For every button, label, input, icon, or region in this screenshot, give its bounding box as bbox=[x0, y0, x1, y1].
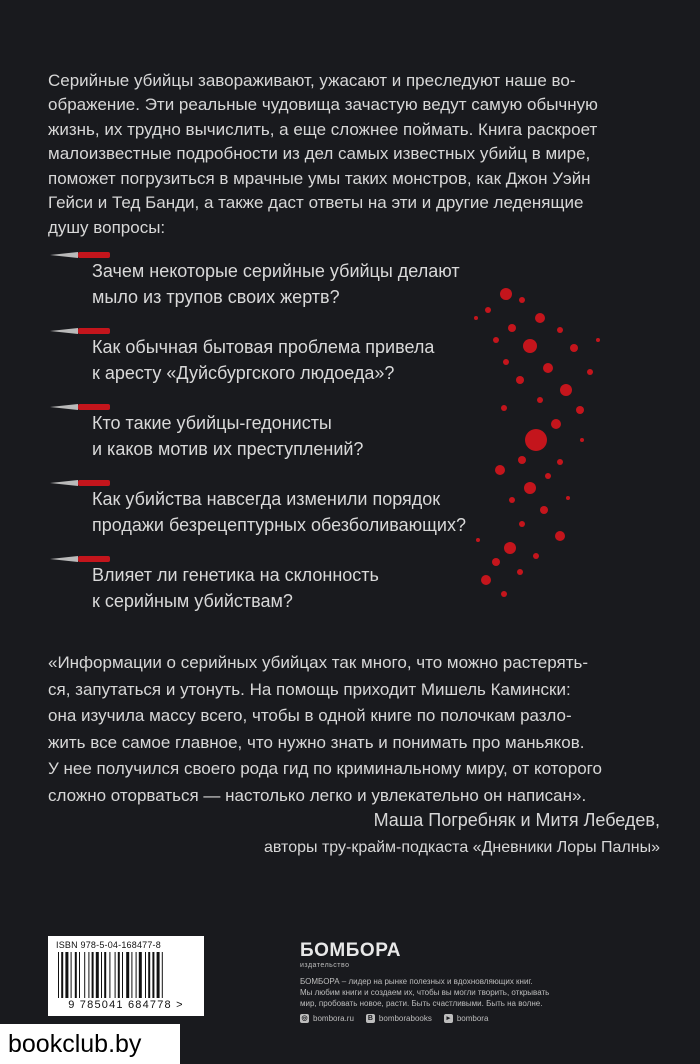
question-text: Кто такие убийцы-гедонисты и каков мотив их преступлений? bbox=[92, 413, 364, 459]
question-text: Влияет ли генетика на склонность к серийным убийствам? bbox=[92, 565, 379, 611]
social-telegram[interactable] bbox=[444, 1014, 489, 1023]
intro-paragraph bbox=[48, 44, 666, 265]
isbn-barcode bbox=[48, 936, 204, 1016]
publisher-logo: БОМБОРА bbox=[300, 940, 401, 961]
instagram-icon: ◎ bbox=[301, 1015, 308, 1022]
list-item bbox=[0, 540, 700, 610]
question-text: Зачем некоторые серийные убийцы делают мыло из трупов своих жертв? bbox=[92, 261, 460, 307]
social-label: bombora.ru bbox=[313, 1014, 354, 1023]
social-instagram[interactable] bbox=[300, 1014, 354, 1023]
list-item bbox=[0, 312, 700, 382]
author-role: авторы тру-крайм-подкаста «Дневники Лоры Палны» bbox=[264, 839, 660, 856]
review-quote: «Информации о серийных убийцах так много, что можно растерять- ся, запутаться и утонуть. На помощь приходит Мишель Камински: она изучила массу всего, чтобы в одной книге по полочкам разло- жить все самое главное, что нужно знать и понимать про маньяков. У нее получился своего рода гид по криминальному миру, от которого сложно оторваться — настолько легко и увлекательно он написан». bbox=[48, 653, 602, 805]
publisher-blurb: БОМБОРА – лидер на рынке полезных и вдохновляющих книг. Мы любим книги и создаем их, чтобы вы могли творить, открывать мир, пробовать новое, расти. Быть счастливыми. Быть на волне. bbox=[300, 977, 550, 1008]
isbn-label: ISBN 978-5-04-168477-8 bbox=[56, 940, 161, 950]
list-item bbox=[0, 464, 700, 534]
site-watermark: bookclub.by bbox=[0, 1024, 180, 1064]
social-vk[interactable] bbox=[366, 1014, 432, 1023]
telegram-icon: ▸ bbox=[444, 1014, 453, 1023]
question-text: Как убийства навсегда изменили порядок продажи безрецептурных обезболивающих? bbox=[92, 489, 466, 535]
list-item bbox=[0, 236, 700, 306]
author-name: Маша Погребняк и Митя Лебедев, bbox=[373, 810, 660, 830]
barcode-icon bbox=[56, 952, 196, 998]
list-item bbox=[0, 388, 700, 458]
barcode-digits: 9 785041 684778 > bbox=[68, 999, 184, 1011]
quote-attribution bbox=[264, 808, 660, 860]
social-label: bombora bbox=[456, 1014, 489, 1023]
intro-text: Серийные убийцы завораживают, ужасают и преследуют наше во- ображение. Эти реальные чудовища зачастую ведут самую обычную жизнь, их трудно вычислить, а еще сложнее поймать. Книга раскроет малоизвестные подробности из дел самых известных убийц в мире, поможет погрузиться в мрачные умы таких монстров, как Джон Уэйн Гейси и Тед Банди, а также даст ответы на эти и другие леденящие душу вопросы: bbox=[48, 70, 598, 237]
publisher-subtitle: издательство bbox=[300, 962, 350, 969]
vk-icon: В bbox=[367, 1015, 373, 1022]
publisher-socials bbox=[300, 1014, 488, 1023]
social-label: bomborabooks bbox=[378, 1014, 432, 1023]
question-text: Как обычная бытовая проблема привела к аресту «Дуйсбургского людоеда»? bbox=[92, 337, 435, 383]
